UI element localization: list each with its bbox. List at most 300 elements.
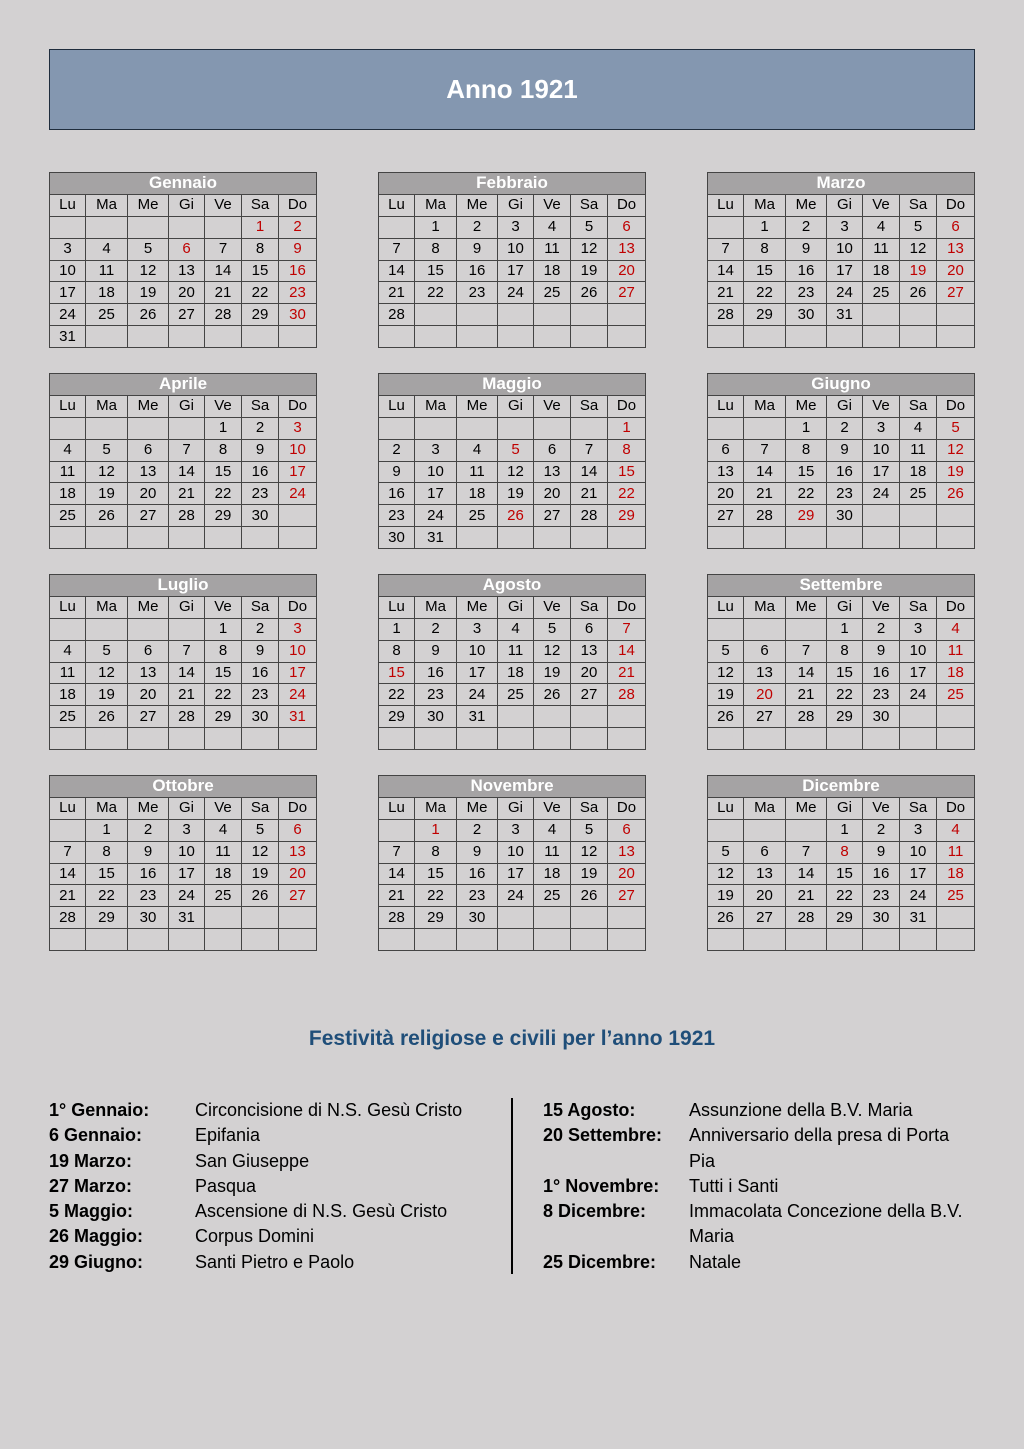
empty-cell [937,907,975,929]
month-giugno [707,373,975,549]
day-cell: 25 [534,885,571,907]
empty-cell [786,618,827,640]
day-cell: 14 [379,260,415,282]
day-cell: 10 [457,640,498,662]
day-cell: 24 [498,282,534,304]
empty-cell [786,326,827,348]
day-cell: 12 [128,260,169,282]
weekday-label: Do [608,596,646,618]
day-cell: 29 [86,907,128,929]
day-cell: 5 [128,238,169,260]
day-cell: 4 [498,618,534,640]
empty-cell [827,527,863,549]
empty-cell [279,907,317,929]
weekday-label: Ma [415,797,457,819]
empty-cell [50,819,86,841]
day-cell: 29 [242,304,279,326]
day-cell: 20 [937,260,975,282]
day-cell: 22 [415,282,457,304]
day-cell: 6 [608,216,646,238]
day-cell: 17 [415,483,457,505]
weekday-label: Me [786,596,827,618]
day-cell: 21 [744,483,786,505]
empty-cell [205,907,242,929]
empty-cell [571,304,608,326]
empty-cell [571,417,608,439]
day-cell: 9 [827,439,863,461]
empty-cell [744,527,786,549]
holiday-name: Corpus Domini [195,1226,315,1247]
empty-cell [708,417,744,439]
day-cell: 17 [863,461,900,483]
day-cell: 25 [900,483,937,505]
day-cell: 9 [279,238,317,260]
day-cell: 9 [786,238,827,260]
empty-cell [498,527,534,549]
day-cell: 10 [169,841,205,863]
day-cell: 15 [86,863,128,885]
day-cell: 19 [571,863,608,885]
day-cell: 9 [379,461,415,483]
day-cell: 19 [86,684,128,706]
day-cell: 7 [169,640,205,662]
empty-cell [534,417,571,439]
day-cell: 17 [279,461,317,483]
empty-cell [128,728,169,750]
weekday-label: Do [279,194,317,216]
day-cell: 16 [242,662,279,684]
day-cell: 6 [937,216,975,238]
month-name: Febbraio [379,173,646,195]
page-title: Anno 1921 [49,49,975,130]
empty-cell [205,929,242,951]
day-cell: 31 [900,907,937,929]
day-cell: 3 [900,819,937,841]
weekday-label: Ma [86,596,128,618]
empty-cell [498,929,534,951]
day-cell: 4 [937,819,975,841]
day-cell: 29 [827,706,863,728]
day-cell: 21 [379,885,415,907]
day-cell: 5 [86,640,128,662]
day-cell: 11 [534,841,571,863]
day-cell: 13 [744,662,786,684]
empty-cell [608,527,646,549]
holiday-name: Tutti i Santi [689,1175,779,1196]
day-cell: 4 [205,819,242,841]
day-cell: 6 [571,618,608,640]
day-cell: 11 [498,640,534,662]
empty-cell [863,728,900,750]
day-cell: 14 [608,640,646,662]
day-cell: 26 [86,706,128,728]
day-cell: 22 [242,282,279,304]
empty-cell [86,527,128,549]
day-cell: 21 [786,885,827,907]
empty-cell [379,326,415,348]
day-cell: 2 [242,417,279,439]
empty-cell [744,618,786,640]
holiday-item [543,1098,979,1123]
weekday-label: Ve [863,596,900,618]
empty-cell [937,728,975,750]
day-cell: 15 [415,260,457,282]
day-cell: 22 [205,483,242,505]
day-cell: 24 [279,684,317,706]
day-cell: 2 [128,819,169,841]
empty-cell [744,326,786,348]
empty-cell [571,929,608,951]
day-cell: 10 [900,841,937,863]
day-cell: 8 [827,640,863,662]
day-cell: 14 [379,863,415,885]
day-cell: 18 [863,260,900,282]
empty-cell [498,706,534,728]
weekday-label: Ve [205,194,242,216]
weekday-label: Me [786,797,827,819]
month-maggio [378,373,646,549]
holiday-item [49,1123,495,1148]
day-cell: 1 [744,216,786,238]
day-cell: 27 [571,684,608,706]
day-cell: 15 [608,461,646,483]
holiday-name: Immacolata Concezione della B.V. Maria [689,1201,963,1247]
weekday-label: Do [937,797,975,819]
day-cell: 1 [415,216,457,238]
day-cell: 18 [498,662,534,684]
day-cell: 27 [279,885,317,907]
holiday-date: 29 Giugno: [49,1251,143,1272]
day-cell: 3 [863,417,900,439]
day-cell: 22 [205,684,242,706]
weekday-label: Sa [242,797,279,819]
day-cell: 23 [457,282,498,304]
empty-cell [608,929,646,951]
holiday-date: 8 Dicembre: [543,1201,647,1222]
weekday-label: Gi [169,194,205,216]
day-cell: 12 [900,238,937,260]
day-cell: 19 [498,483,534,505]
day-cell: 27 [744,706,786,728]
weekday-label: Sa [242,194,279,216]
weekday-label: Gi [169,596,205,618]
empty-cell [50,728,86,750]
day-cell: 31 [279,706,317,728]
weekday-label: Sa [900,596,937,618]
empty-cell [86,417,128,439]
holiday-item [49,1199,495,1224]
day-cell: 14 [50,863,86,885]
empty-cell [571,326,608,348]
weekday-label: Me [457,395,498,417]
day-cell: 23 [863,885,900,907]
empty-cell [786,527,827,549]
day-cell: 12 [498,461,534,483]
month-name: Luglio [50,575,317,597]
weekday-label: Lu [708,395,744,417]
day-cell: 22 [744,282,786,304]
day-cell: 3 [50,238,86,260]
day-cell: 7 [169,439,205,461]
weekday-label: Me [786,194,827,216]
weekday-label: Do [608,797,646,819]
weekday-label: Lu [708,797,744,819]
day-cell: 4 [534,216,571,238]
empty-cell [128,417,169,439]
holiday-item [49,1224,495,1249]
empty-cell [498,417,534,439]
empty-cell [900,505,937,527]
day-cell: 15 [415,863,457,885]
day-cell: 9 [242,640,279,662]
empty-cell [900,929,937,951]
day-cell: 4 [900,417,937,439]
weekday-label: Ma [415,395,457,417]
day-cell: 16 [863,863,900,885]
weekday-label: Lu [50,194,86,216]
weekday-label: Ma [744,194,786,216]
day-cell: 16 [786,260,827,282]
day-cell: 6 [128,439,169,461]
day-cell: 4 [534,819,571,841]
day-cell: 8 [415,841,457,863]
day-cell: 27 [534,505,571,527]
day-cell: 23 [786,282,827,304]
day-cell: 26 [86,505,128,527]
day-cell: 28 [786,907,827,929]
day-cell: 15 [744,260,786,282]
empty-cell [937,527,975,549]
empty-cell [498,326,534,348]
day-cell: 21 [786,684,827,706]
weekday-label: Lu [379,395,415,417]
empty-cell [279,527,317,549]
day-cell: 18 [534,260,571,282]
empty-cell [379,819,415,841]
day-cell: 19 [571,260,608,282]
weekday-label: Ma [86,395,128,417]
empty-cell [863,527,900,549]
day-cell: 3 [279,618,317,640]
day-cell: 24 [498,885,534,907]
day-cell: 17 [900,662,937,684]
empty-cell [744,819,786,841]
month-marzo [707,172,975,348]
day-cell: 20 [128,483,169,505]
day-cell: 10 [827,238,863,260]
day-cell: 29 [786,505,827,527]
empty-cell [827,929,863,951]
holiday-name: Epifania [195,1125,261,1146]
day-cell: 10 [50,260,86,282]
day-cell: 3 [498,819,534,841]
empty-cell [242,527,279,549]
empty-cell [242,728,279,750]
day-cell: 26 [571,282,608,304]
holiday-name: Assunzione della B.V. Maria [689,1100,913,1120]
weekday-label: Gi [827,596,863,618]
day-cell: 9 [863,841,900,863]
empty-cell [86,618,128,640]
weekday-label: Ve [205,797,242,819]
empty-cell [744,417,786,439]
day-cell: 14 [786,863,827,885]
day-cell: 27 [608,885,646,907]
empty-cell [169,929,205,951]
day-cell: 24 [827,282,863,304]
holiday-name: Ascensione di N.S. Gesù Cristo [195,1201,448,1222]
day-cell: 1 [608,417,646,439]
empty-cell [498,304,534,326]
holiday-date: 15 Agosto: [543,1100,636,1120]
day-cell: 1 [827,819,863,841]
day-cell: 11 [863,238,900,260]
day-cell: 25 [863,282,900,304]
empty-cell [608,706,646,728]
day-cell: 20 [128,684,169,706]
weekday-label: Gi [498,596,534,618]
holiday-item [49,1174,495,1199]
weekday-label: Me [457,596,498,618]
day-cell: 23 [242,483,279,505]
day-cell: 29 [379,706,415,728]
day-cell: 20 [608,260,646,282]
weekday-label: Me [128,395,169,417]
day-cell: 22 [86,885,128,907]
day-cell: 1 [827,618,863,640]
empty-cell [457,929,498,951]
day-cell: 28 [50,907,86,929]
empty-cell [786,819,827,841]
day-cell: 29 [827,907,863,929]
day-cell: 23 [128,885,169,907]
weekday-label: Lu [379,596,415,618]
day-cell: 6 [169,238,205,260]
day-cell: 8 [415,238,457,260]
weekday-label: Do [279,797,317,819]
day-cell: 23 [242,684,279,706]
empty-cell [242,907,279,929]
day-cell: 1 [415,819,457,841]
weekday-label: Gi [827,797,863,819]
day-cell: 13 [608,841,646,863]
empty-cell [786,929,827,951]
empty-cell [608,326,646,348]
day-cell: 10 [415,461,457,483]
month-settembre [707,574,975,750]
day-cell: 15 [205,662,242,684]
day-cell: 4 [86,238,128,260]
weekday-label: Ma [744,395,786,417]
holiday-name: Santi Pietro e Paolo [195,1251,355,1272]
day-cell: 1 [205,417,242,439]
month-gennaio [49,172,317,348]
day-cell: 28 [169,706,205,728]
empty-cell [708,819,744,841]
day-cell: 4 [50,439,86,461]
holiday-item [543,1250,979,1275]
day-cell: 2 [415,618,457,640]
day-cell: 8 [744,238,786,260]
day-cell: 3 [279,417,317,439]
day-cell: 11 [937,640,975,662]
weekday-label: Sa [571,395,608,417]
day-cell: 4 [50,640,86,662]
day-cell: 28 [169,505,205,527]
empty-cell [863,505,900,527]
day-cell: 14 [571,461,608,483]
day-cell: 31 [169,907,205,929]
holidays-title: Festività religiose e civili per l’anno 1921 [308,1027,716,1050]
day-cell: 29 [415,907,457,929]
day-cell: 19 [86,483,128,505]
day-cell: 10 [279,439,317,461]
empty-cell [534,728,571,750]
day-cell: 13 [128,662,169,684]
day-cell: 1 [786,417,827,439]
weekday-label: Ve [534,395,571,417]
month-febbraio [378,172,646,348]
holiday-item [543,1174,979,1199]
day-cell: 12 [86,662,128,684]
empty-cell [457,728,498,750]
empty-cell [863,304,900,326]
empty-cell [571,728,608,750]
day-cell: 12 [86,461,128,483]
weekday-label: Ma [744,797,786,819]
weekday-label: Gi [169,797,205,819]
month-name: Giugno [708,374,975,396]
empty-cell [415,417,457,439]
empty-cell [786,728,827,750]
empty-cell [498,907,534,929]
day-cell: 6 [534,439,571,461]
day-cell: 16 [827,461,863,483]
day-cell: 8 [786,439,827,461]
day-cell: 18 [50,684,86,706]
day-cell: 8 [205,439,242,461]
day-cell: 24 [50,304,86,326]
day-cell: 13 [608,238,646,260]
weekday-label: Sa [571,194,608,216]
day-cell: 25 [205,885,242,907]
day-cell: 19 [534,662,571,684]
day-cell: 20 [169,282,205,304]
empty-cell [128,527,169,549]
day-cell: 8 [827,841,863,863]
empty-cell [534,326,571,348]
day-cell: 23 [379,505,415,527]
holiday-item [543,1199,979,1250]
day-cell: 2 [863,819,900,841]
weekday-label: Me [128,596,169,618]
day-cell: 30 [279,304,317,326]
empty-cell [708,216,744,238]
empty-cell [128,326,169,348]
day-cell: 22 [827,684,863,706]
empty-cell [708,618,744,640]
day-cell: 20 [571,662,608,684]
empty-cell [86,326,128,348]
weekday-label: Sa [900,194,937,216]
day-cell: 30 [863,907,900,929]
month-name: Dicembre [708,776,975,798]
day-cell: 7 [786,640,827,662]
empty-cell [279,929,317,951]
day-cell: 24 [900,684,937,706]
day-cell: 2 [242,618,279,640]
weekday-label: Ve [863,797,900,819]
